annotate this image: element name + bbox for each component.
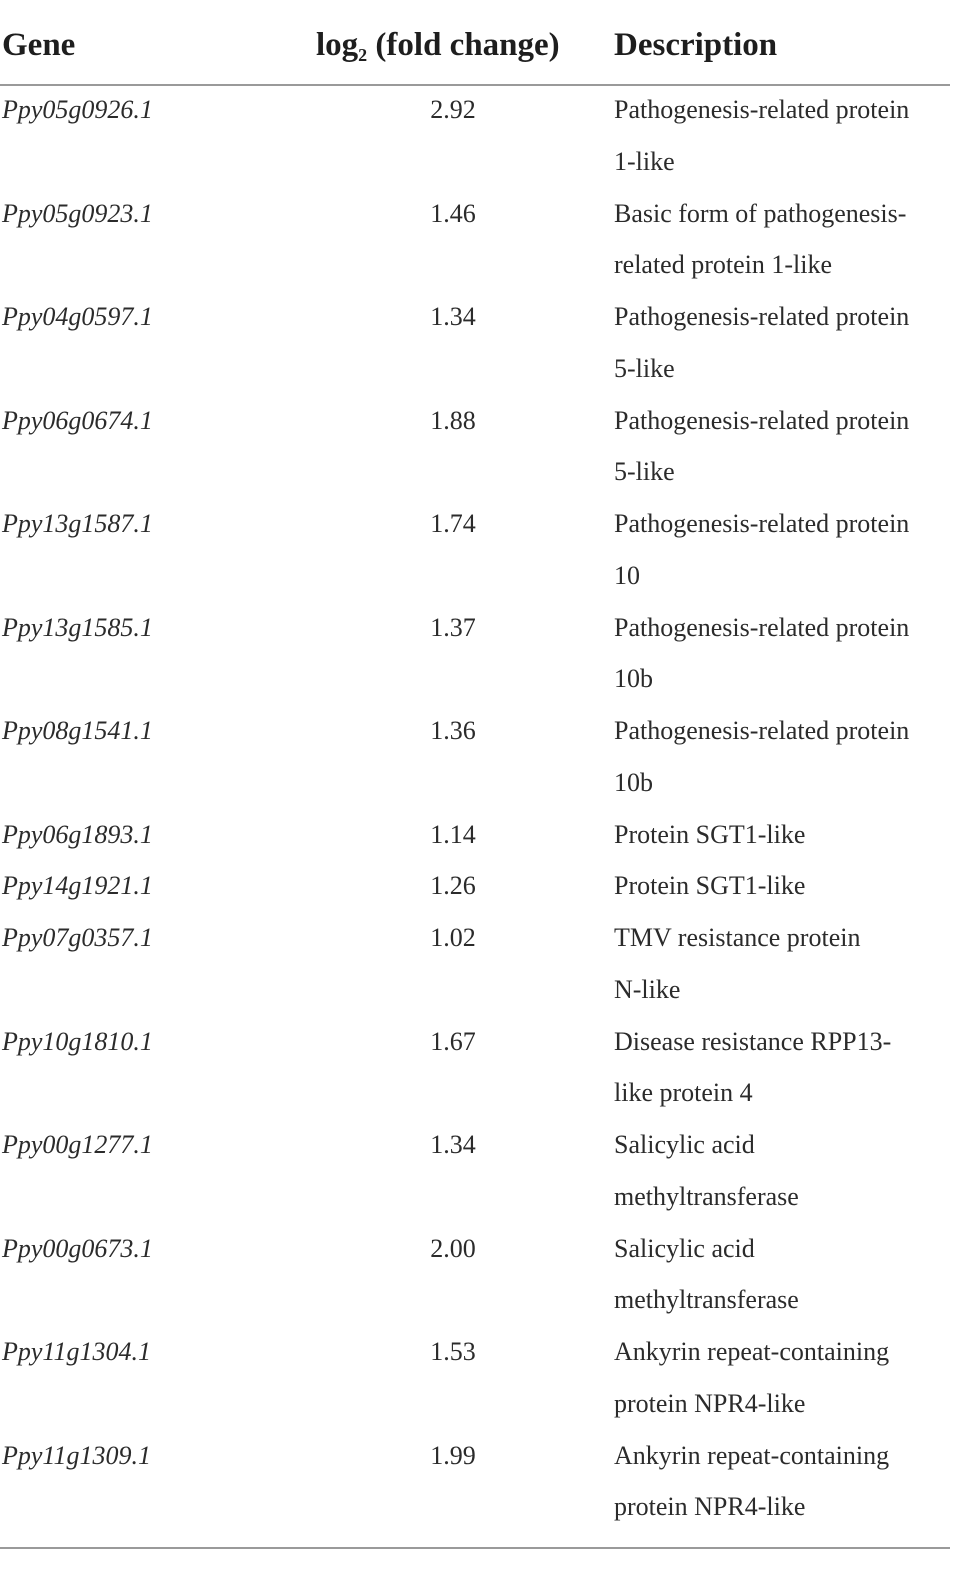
description (614, 1430, 950, 1534)
description-line: Pathogenesis-related protein (614, 612, 910, 642)
description-line: Ankyrin repeat-containing (614, 1337, 890, 1366)
fold-change-value: 1.53 (430, 1337, 476, 1366)
description (614, 809, 950, 861)
table-row (0, 500, 950, 604)
description (614, 912, 950, 1016)
description-line: Pathogenesis-related protein (614, 95, 910, 124)
table-row (0, 707, 950, 811)
fold-change-value: 1.67 (430, 1026, 476, 1056)
gene-id: Ppy13g1585.1 (2, 612, 153, 642)
table-row (0, 1328, 950, 1432)
fold-change-value: 1.99 (430, 1440, 476, 1470)
gene-id: Ppy11g1304.1 (2, 1337, 151, 1366)
table-row (0, 293, 950, 397)
gene-id: Ppy06g1893.1 (2, 819, 153, 849)
table-row (0, 1121, 950, 1225)
gene-id: Ppy11g1309.1 (2, 1440, 151, 1470)
table-row (0, 86, 950, 190)
description-line: Pathogenesis-related protein (614, 405, 910, 435)
table-row (0, 914, 950, 1018)
description-line: Pathogenesis-related protein (614, 716, 910, 745)
table-body (0, 86, 950, 1535)
description-line: Protein SGT1-like (614, 871, 806, 901)
gene-id: Ppy06g0674.1 (2, 405, 153, 435)
table-header (0, 0, 950, 86)
table-bottom-rule (0, 1547, 950, 1549)
description-line: Disease resistance RPP13- (614, 1026, 892, 1056)
description (614, 84, 950, 188)
description (614, 705, 950, 809)
fold-change-value: 1.36 (430, 716, 476, 745)
description (614, 1016, 950, 1120)
gene-id: Ppy00g0673.1 (2, 1233, 153, 1263)
gene-id: Ppy04g0597.1 (2, 302, 153, 331)
description-line: 5-like (614, 457, 675, 487)
header-fold-change-log: log (316, 27, 359, 63)
description (614, 498, 950, 602)
header-gene: Gene (2, 27, 76, 63)
gene-id: Ppy10g1810.1 (2, 1026, 153, 1056)
description-line: N-like (614, 974, 681, 1004)
description-line: like protein 4 (614, 1078, 753, 1108)
header-fold-change-label: (fold change) (367, 27, 560, 63)
table-row (0, 1432, 950, 1536)
description-line: protein NPR4-like (614, 1388, 806, 1418)
table-row (0, 862, 950, 914)
gene-id: Ppy05g0926.1 (2, 95, 153, 124)
fold-change-value: 1.88 (430, 405, 476, 435)
description-line: methyltransferase (614, 1181, 799, 1211)
fold-change-value: 1.34 (430, 302, 476, 331)
fold-change-value: 1.14 (430, 819, 476, 849)
description-line: Basic form of pathogenesis- (614, 198, 907, 228)
description (614, 188, 950, 292)
fold-change-value: 1.34 (430, 1130, 476, 1159)
description (614, 602, 950, 706)
description-line: 10 (614, 560, 640, 590)
description-line: Protein SGT1-like (614, 819, 806, 849)
fold-change-value: 1.02 (430, 923, 476, 952)
gene-id: Ppy05g0923.1 (2, 198, 153, 228)
table-row (0, 604, 950, 708)
table-row (0, 190, 950, 294)
gene-id: Ppy14g1921.1 (2, 871, 153, 901)
header-fold-change-base: 2 (358, 45, 368, 65)
description-line: Salicylic acid (614, 1130, 755, 1159)
description-line: protein NPR4-like (614, 1492, 806, 1522)
gene-id: Ppy08g1541.1 (2, 716, 153, 745)
description-line: Pathogenesis-related protein (614, 509, 910, 538)
description-line: 5-like (614, 353, 675, 383)
fold-change-value: 2.00 (430, 1233, 476, 1263)
description-line: 10b (614, 664, 653, 694)
header-fold-change (316, 26, 560, 64)
description-line: related protein 1-like (614, 250, 833, 280)
fold-change-value: 1.26 (430, 871, 476, 901)
fold-change-value: 1.74 (430, 509, 476, 538)
header-description: Description (614, 27, 778, 63)
fold-change-value: 1.46 (430, 198, 476, 228)
description-line: 1-like (614, 146, 675, 176)
gene-id: Ppy00g1277.1 (2, 1130, 153, 1159)
description (614, 860, 950, 912)
description (614, 395, 950, 499)
description-line: Pathogenesis-related protein (614, 302, 910, 331)
table-row (0, 1018, 950, 1122)
description (614, 291, 950, 395)
fold-change-value: 2.92 (430, 95, 476, 124)
fold-change-value: 1.37 (430, 612, 476, 642)
gene-id: Ppy13g1587.1 (2, 509, 153, 538)
gene-id: Ppy07g0357.1 (2, 923, 153, 952)
description (614, 1119, 950, 1223)
table-row (0, 811, 950, 863)
table-row (0, 397, 950, 501)
description-line: Salicylic acid (614, 1233, 755, 1263)
description (614, 1223, 950, 1327)
description-line: 10b (614, 767, 653, 797)
table-row (0, 1225, 950, 1329)
description-line: methyltransferase (614, 1285, 799, 1315)
description-line: TMV resistance protein (614, 923, 861, 952)
description (614, 1326, 950, 1430)
description-line: Ankyrin repeat-containing (614, 1440, 890, 1470)
